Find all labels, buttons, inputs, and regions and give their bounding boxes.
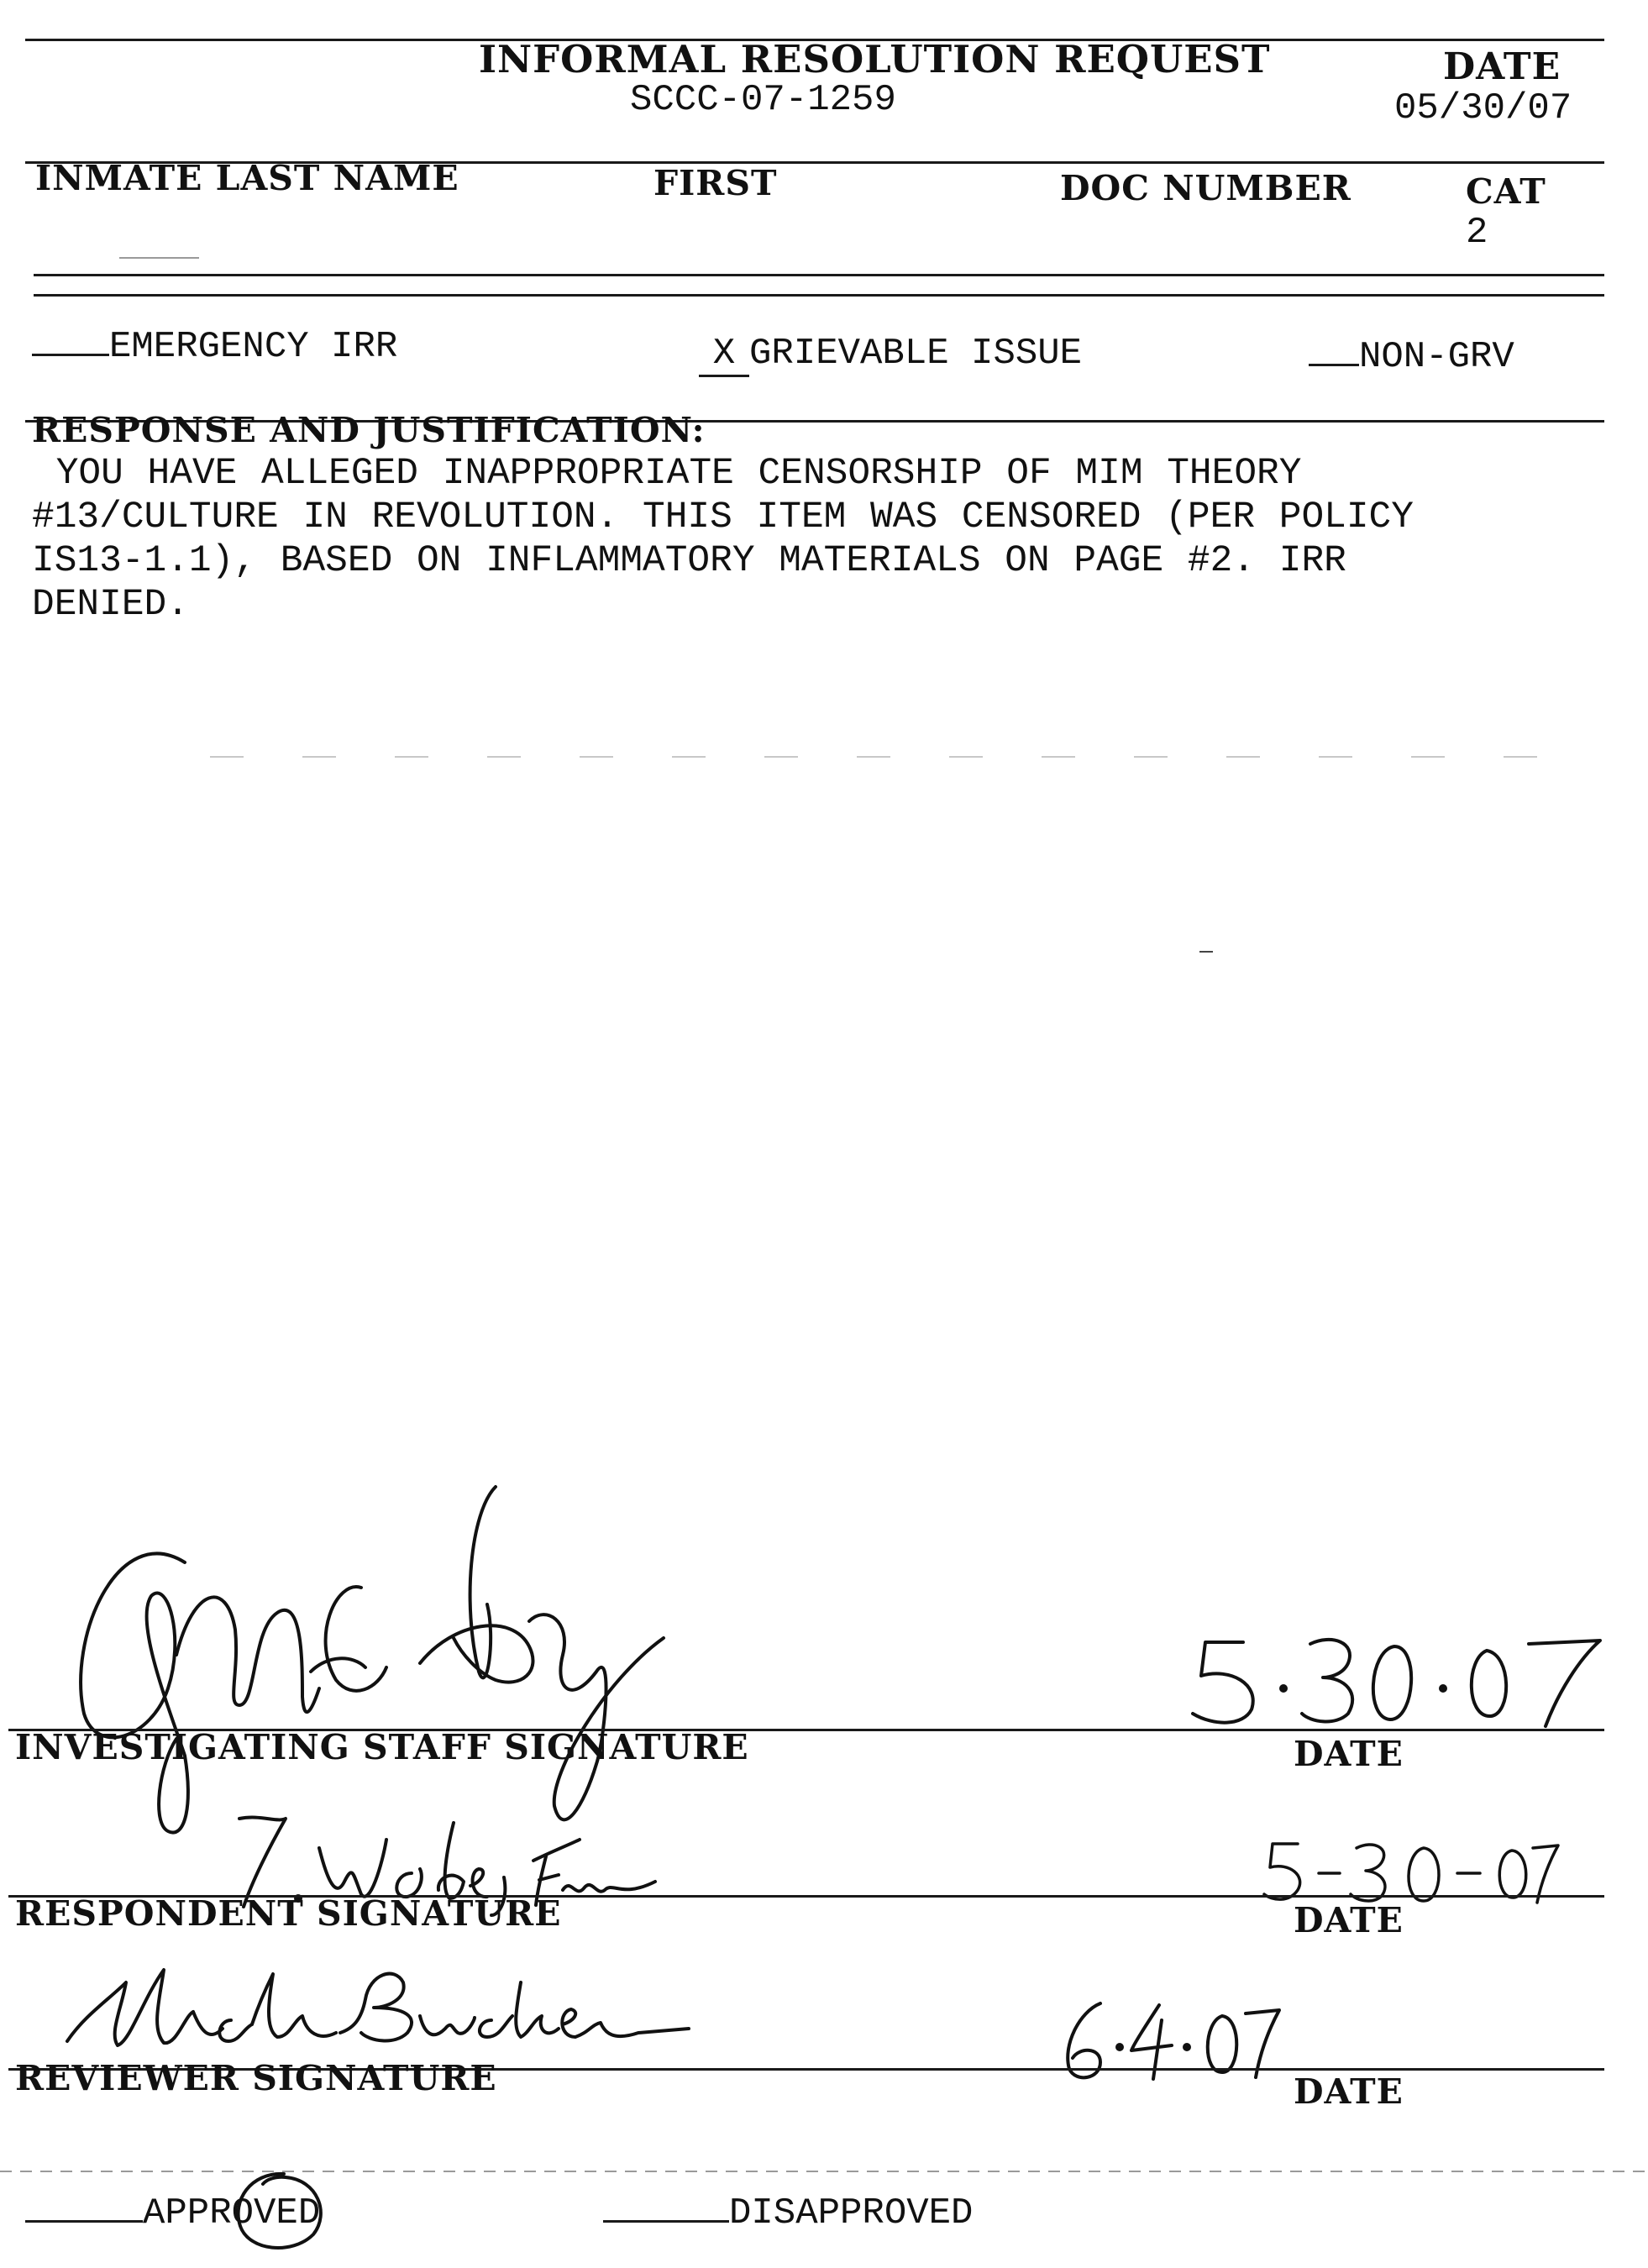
reviewer-date-handwritten [1054, 1995, 1289, 2087]
emergency-label: EMERGENCY IRR [109, 326, 398, 368]
reviewer-signature [50, 1949, 739, 2075]
date-value: 05/30/07 [1394, 87, 1572, 129]
respondent-signature-label: RESPONDENT SIGNATURE [15, 1893, 562, 1934]
grievable-option [699, 333, 1082, 377]
grievable-blank [699, 333, 749, 377]
approved-blank [25, 2220, 143, 2223]
inmate-rule-bottom [34, 294, 1604, 297]
inmate-last-name-label: INMATE LAST NAME [35, 158, 459, 198]
inmate-rule-top [34, 274, 1604, 276]
form-title: INFORMAL RESOLUTION REQUEST [479, 37, 1271, 81]
response-heading: RESPONSE AND JUSTIFICATION: [32, 410, 706, 450]
investigating-date-handwritten [1184, 1625, 1621, 1735]
disapproved-blank [603, 2220, 729, 2223]
nongrievable-blank [1309, 364, 1359, 366]
scan-speck [1199, 951, 1213, 953]
first-name-label: FIRST [653, 163, 778, 203]
respondent-date-label: DATE [1294, 1900, 1404, 1940]
cat-label: CAT [1466, 171, 1546, 212]
emergency-blank [32, 354, 109, 356]
disapproved-option [603, 2192, 973, 2234]
investigating-signature [59, 1487, 697, 1856]
reviewer-signature-label: REVIEWER SIGNATURE [15, 2058, 497, 2098]
approved-label: APPROVED [143, 2192, 321, 2234]
date-label: DATE [1443, 45, 1561, 88]
disapproved-label: DISAPPROVED [729, 2192, 974, 2234]
reviewer-date-label: DATE [1294, 2071, 1404, 2112]
investigating-signature-label: INVESTIGATING STAFF SIGNATURE [15, 1727, 749, 1767]
nongrievable-option [1309, 336, 1514, 378]
cat-value: 2 [1466, 212, 1488, 254]
investigating-date-label: DATE [1294, 1734, 1404, 1774]
scan-speck [119, 257, 199, 259]
response-body: YOU HAVE ALLEGED INAPPROPRIATE CENSORSHIP OF MIM THEORY #13/CULTURE IN REVOLUTION. THIS ITEM WAS CENSORED (PER POLICY IS13-1.1), BASED ON INFLAMMATORY MATERIALS ON PAGE #2. IRR DENIED. [32, 453, 1414, 626]
approved-circle-mark [225, 2167, 334, 2260]
grievable-label: GRIEVABLE ISSUE [749, 333, 1083, 375]
doc-number-label: DOC NUMBER [1060, 168, 1351, 208]
form-number: SCCC-07-1259 [630, 79, 896, 121]
scan-speck-row [210, 756, 1596, 758]
emergency-option [32, 326, 397, 368]
nongrievable-label: NON-GRV [1359, 336, 1514, 378]
grievable-mark: X [712, 333, 736, 375]
